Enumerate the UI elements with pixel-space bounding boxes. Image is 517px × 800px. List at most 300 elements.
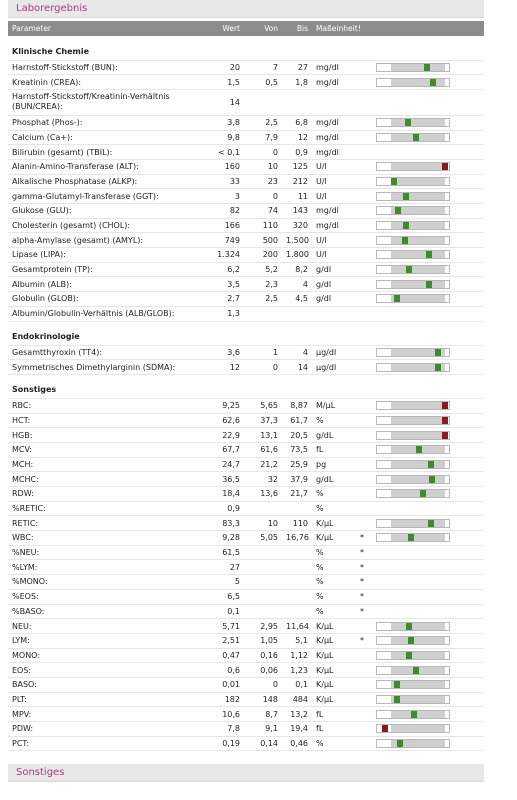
flag-marker — [354, 736, 372, 751]
range-to: 61,7 — [290, 415, 308, 425]
range-from: 500 — [262, 235, 278, 245]
flag-marker — [354, 722, 372, 737]
parameter-name: MCV: — [12, 445, 33, 455]
range-graph-cell — [372, 360, 484, 375]
flag-marker — [354, 619, 372, 634]
result-value: 749 — [224, 235, 240, 245]
unit: g/dl — [316, 279, 332, 289]
table-row[interactable] — [8, 145, 484, 160]
table-row[interactable] — [8, 442, 484, 457]
flag-marker — [354, 292, 372, 307]
range-to: 14 — [297, 362, 308, 372]
table-row[interactable] — [8, 277, 484, 292]
flag-marker: * — [360, 606, 364, 616]
col-header-to[interactable]: Bis — [282, 21, 312, 36]
parameter-name: Alanin-Amino-Transferase (ALT): — [12, 162, 139, 172]
value-marker — [426, 251, 432, 258]
range-to: 110 — [292, 518, 308, 528]
value-marker — [442, 417, 448, 424]
reference-range — [391, 251, 445, 258]
result-value: 2,7 — [227, 294, 240, 304]
parameter-name: MCHC: — [12, 474, 39, 484]
unit: fL — [316, 724, 324, 734]
parameter-name: PDW: — [12, 724, 34, 734]
range-bar — [376, 401, 450, 410]
unit: % — [316, 548, 324, 558]
table-row[interactable] — [8, 501, 484, 516]
unit: % — [316, 606, 324, 616]
range-from: 200 — [262, 250, 278, 260]
range-from: 5,05 — [260, 533, 278, 543]
table-row[interactable] — [8, 575, 484, 590]
parameter-name: LYM: — [12, 636, 30, 646]
range-to — [282, 306, 312, 321]
range-to — [282, 545, 312, 560]
range-to: 143 — [292, 206, 308, 216]
table-row[interactable] — [8, 130, 484, 145]
table-row[interactable] — [8, 428, 484, 443]
result-value: < 0,1 — [218, 147, 240, 157]
value-marker — [411, 711, 417, 718]
range-bar — [376, 666, 450, 675]
unit: % — [316, 739, 324, 749]
value-marker — [424, 64, 430, 71]
result-value: 1.324 — [217, 250, 240, 260]
result-value: 1,5 — [227, 77, 240, 87]
parameter-name: Symmetrisches Dimethylarginin (SDMA): — [12, 362, 176, 372]
range-graph-cell — [372, 560, 484, 575]
result-value: 18,4 — [222, 489, 240, 499]
parameter-name: MONO: — [12, 650, 41, 660]
range-from — [244, 575, 282, 590]
value-marker — [428, 461, 434, 468]
range-bar — [376, 162, 450, 171]
reference-range — [391, 222, 445, 229]
category-title: Klinische Chemie — [12, 46, 90, 56]
range-to: 27 — [297, 62, 308, 72]
range-graph-cell — [372, 663, 484, 678]
range-from: 5,65 — [260, 401, 278, 411]
range-to: 1,8 — [295, 77, 308, 87]
col-header-from[interactable]: Von — [244, 21, 282, 36]
parameter-name: Bilirubin (gesamt) (TBIL): — [12, 147, 113, 157]
table-row[interactable] — [8, 159, 484, 174]
unit: % — [316, 504, 324, 514]
value-marker — [397, 740, 403, 747]
range-bar — [376, 680, 450, 689]
range-bar — [376, 475, 450, 484]
range-to: 8,87 — [290, 401, 308, 411]
unit: M/µL — [316, 401, 336, 411]
result-value: 27 — [229, 562, 240, 572]
value-marker — [395, 207, 401, 214]
flag-marker — [354, 248, 372, 263]
flag-marker — [354, 677, 372, 692]
range-bar — [376, 118, 450, 127]
unit: K/µL — [316, 636, 334, 646]
result-value: 3,8 — [227, 118, 240, 128]
range-to: 4 — [302, 279, 308, 289]
range-from: 2,5 — [265, 294, 278, 304]
range-to — [282, 575, 312, 590]
table-row[interactable] — [8, 115, 484, 130]
result-value: 0,19 — [222, 739, 240, 749]
unit: % — [316, 577, 324, 587]
value-marker — [394, 295, 400, 302]
range-graph-cell — [372, 633, 484, 648]
parameter-name: RDW: — [12, 489, 34, 499]
table-row[interactable] — [8, 722, 484, 737]
range-to: 1,12 — [290, 650, 308, 660]
table-row[interactable] — [8, 218, 484, 233]
value-marker — [382, 725, 388, 732]
flag-marker — [354, 487, 372, 502]
range-to: 21,7 — [290, 489, 308, 499]
range-to: 4,5 — [295, 294, 308, 304]
flag-marker — [354, 692, 372, 707]
range-graph-cell — [372, 398, 484, 413]
range-graph-cell — [372, 115, 484, 130]
reference-range — [391, 711, 445, 718]
range-to — [282, 560, 312, 575]
range-from: 0,5 — [265, 77, 278, 87]
value-marker — [442, 163, 448, 170]
range-bar — [376, 133, 450, 142]
reference-range — [391, 476, 445, 483]
section-header-sonstiges[interactable]: Sonstiges — [8, 764, 484, 782]
table-row[interactable] — [8, 560, 484, 575]
range-to: 11 — [297, 191, 308, 201]
value-marker — [429, 476, 435, 483]
result-value: 67,7 — [222, 445, 240, 455]
range-from: 2,5 — [265, 118, 278, 128]
table-row[interactable] — [8, 633, 484, 648]
flag-marker: * — [360, 577, 364, 587]
range-to: 0,1 — [295, 680, 308, 690]
table-row[interactable] — [8, 677, 484, 692]
parameter-name: Alkalische Phosphatase (ALKP): — [12, 176, 138, 186]
flag-marker — [354, 457, 372, 472]
range-to: 20,5 — [290, 430, 308, 440]
category-row — [8, 36, 484, 60]
reference-range — [391, 237, 445, 244]
value-marker — [394, 696, 400, 703]
range-graph-cell — [372, 604, 484, 619]
unit: K/µL — [316, 694, 334, 704]
table-row[interactable] — [8, 360, 484, 375]
result-value: 20 — [229, 62, 240, 72]
value-marker — [406, 652, 412, 659]
range-graph-cell — [372, 442, 484, 457]
range-to: 212 — [292, 176, 308, 186]
range-from — [244, 501, 282, 516]
parameter-name: Globulin (GLOB): — [12, 294, 79, 304]
unit: K/µL — [316, 621, 334, 631]
range-to: 125 — [292, 162, 308, 172]
result-value: 160 — [224, 162, 240, 172]
range-from: 74 — [267, 206, 278, 216]
unit: g/dl — [316, 265, 332, 275]
range-from: 7 — [272, 62, 278, 72]
range-bar — [376, 206, 450, 215]
unit: % — [316, 592, 324, 602]
range-from — [244, 545, 282, 560]
result-value: 12 — [229, 362, 240, 372]
range-graph-cell — [372, 545, 484, 560]
range-from: 2,3 — [265, 279, 278, 289]
parameter-name: PLT: — [12, 694, 27, 704]
table-row[interactable] — [8, 345, 484, 360]
value-marker — [442, 432, 448, 439]
result-value: 5 — [234, 577, 240, 587]
parameter-name: EOS: — [12, 665, 32, 675]
range-graph-cell — [372, 262, 484, 277]
category-title: Sonstiges — [12, 384, 57, 394]
parameter-name: BASO: — [12, 680, 37, 690]
unit: U/l — [316, 250, 327, 260]
unit: mg/dl — [316, 221, 339, 231]
range-graph-cell — [372, 248, 484, 263]
flag-marker — [354, 442, 372, 457]
range-from: 23 — [267, 176, 278, 186]
unit: g/dL — [316, 430, 334, 440]
range-bar — [376, 724, 450, 733]
range-bar — [376, 177, 450, 186]
reference-range — [391, 178, 445, 185]
range-graph-cell — [372, 428, 484, 443]
flag-marker: * — [360, 548, 364, 558]
range-from: 13,6 — [260, 489, 278, 499]
table-row[interactable] — [8, 457, 484, 472]
flag-marker: * — [360, 636, 364, 646]
flag-marker — [354, 360, 372, 375]
unit: fL — [316, 445, 324, 455]
unit: U/l — [316, 191, 327, 201]
range-graph-cell — [372, 692, 484, 707]
parameter-name: Lipase (LIPA): — [12, 250, 66, 260]
unit: K/µL — [316, 533, 334, 543]
table-row[interactable] — [8, 692, 484, 707]
reference-range — [391, 534, 445, 541]
table-row[interactable] — [8, 398, 484, 413]
range-graph-cell — [372, 89, 484, 115]
section-header-laborergebnis[interactable]: Laborergebnis — [8, 0, 484, 18]
value-marker — [406, 266, 412, 273]
flag-marker — [354, 130, 372, 145]
value-marker — [435, 364, 441, 371]
table-row[interactable] — [8, 60, 484, 75]
range-from: 0,16 — [260, 650, 278, 660]
reference-range — [391, 461, 445, 468]
result-value: 0,9 — [227, 504, 240, 514]
result-value: 0,47 — [222, 650, 240, 660]
table-row[interactable] — [8, 306, 484, 321]
result-value: 0,6 — [227, 665, 240, 675]
unit: K/µL — [316, 680, 334, 690]
reference-range — [391, 193, 445, 200]
result-value: 7,8 — [227, 724, 240, 734]
table-row[interactable] — [8, 248, 484, 263]
parameter-name: MCH: — [12, 459, 34, 469]
parameter-name: %MONO: — [12, 577, 48, 587]
range-bar — [376, 651, 450, 660]
range-to: 25,9 — [290, 459, 308, 469]
result-value: 36,5 — [222, 474, 240, 484]
parameter-name: HCT: — [12, 415, 31, 425]
range-to: 1,23 — [290, 665, 308, 675]
table-row[interactable] — [8, 189, 484, 204]
reference-range — [391, 432, 445, 439]
value-marker — [435, 349, 441, 356]
flag-marker — [354, 218, 372, 233]
reference-range — [391, 725, 445, 732]
parameter-name: Albumin/Globulin-Verhältnis (ALB/GLOB): — [12, 309, 175, 319]
range-to: 37,9 — [290, 474, 308, 484]
range-from: 9,1 — [265, 724, 278, 734]
col-header-value[interactable]: Wert — [204, 21, 244, 36]
range-bar — [376, 221, 450, 230]
flag-marker — [354, 413, 372, 428]
range-graph-cell — [372, 60, 484, 75]
flag-marker — [354, 75, 372, 90]
range-from: 13,1 — [260, 430, 278, 440]
range-to: 1.500 — [286, 235, 309, 245]
range-bar — [376, 636, 450, 645]
col-header-unit[interactable]: Maßeinheit — [312, 21, 354, 36]
range-bar — [376, 250, 450, 259]
range-bar — [376, 78, 450, 87]
result-value: 9,8 — [227, 132, 240, 142]
table-row[interactable] — [8, 292, 484, 307]
range-graph-cell — [372, 707, 484, 722]
range-bar — [376, 280, 450, 289]
range-bar — [376, 416, 450, 425]
range-from: 8,7 — [265, 709, 278, 719]
unit — [312, 306, 354, 321]
reference-range — [391, 417, 445, 424]
parameter-name: Phosphat (Phos-): — [12, 118, 83, 128]
range-from — [244, 306, 282, 321]
result-value: 14 — [229, 97, 240, 107]
value-marker — [416, 446, 422, 453]
reference-range — [391, 490, 445, 497]
flag-marker — [354, 516, 372, 531]
flag-marker — [354, 204, 372, 219]
flag-marker — [354, 648, 372, 663]
value-marker — [413, 134, 419, 141]
table-row[interactable] — [8, 531, 484, 546]
unit: fL — [316, 709, 324, 719]
range-from: 21,2 — [260, 459, 278, 469]
reference-range — [391, 402, 445, 409]
table-row[interactable] — [8, 619, 484, 634]
result-value: 0,1 — [227, 606, 240, 616]
result-value: 3,6 — [227, 347, 240, 357]
table-row[interactable] — [8, 89, 484, 115]
range-bar — [376, 236, 450, 245]
range-graph-cell — [372, 277, 484, 292]
parameter-name: Harnstoff-Stickstoff (BUN): — [12, 62, 118, 72]
range-from: 0 — [272, 147, 278, 157]
range-from: 5,2 — [265, 265, 278, 275]
result-value: 6,2 — [227, 265, 240, 275]
unit: K/µL — [316, 650, 334, 660]
range-from — [244, 589, 282, 604]
table-row[interactable] — [8, 589, 484, 604]
flag-marker — [354, 663, 372, 678]
value-marker — [442, 402, 448, 409]
range-graph-cell — [372, 575, 484, 590]
parameter-name: %BASO: — [12, 606, 45, 616]
flag-marker — [354, 174, 372, 189]
range-bar — [376, 348, 450, 357]
unit: mg/dl — [316, 62, 339, 72]
result-value: 9,28 — [222, 533, 240, 543]
unit: mg/dl — [316, 132, 339, 142]
range-from: 7,9 — [265, 132, 278, 142]
result-value: 3,5 — [227, 279, 240, 289]
table-row[interactable] — [8, 174, 484, 189]
range-graph-cell — [372, 619, 484, 634]
flag-marker — [354, 345, 372, 360]
table-row[interactable] — [8, 663, 484, 678]
value-marker — [426, 281, 432, 288]
result-value: 3 — [234, 191, 240, 201]
col-header-flag: ! — [354, 21, 372, 36]
flag-marker: * — [360, 533, 364, 543]
range-to: 11,64 — [286, 621, 309, 631]
parameter-name: MPV: — [12, 709, 32, 719]
reference-range — [391, 637, 445, 644]
flag-marker — [354, 145, 372, 160]
table-row[interactable] — [8, 648, 484, 663]
table-row[interactable] — [8, 472, 484, 487]
table-row[interactable] — [8, 204, 484, 219]
table-row[interactable] — [8, 413, 484, 428]
flag-marker: * — [360, 592, 364, 602]
range-graph-cell — [372, 145, 484, 160]
unit: K/µL — [316, 518, 334, 528]
table-row[interactable] — [8, 262, 484, 277]
table-row[interactable] — [8, 545, 484, 560]
parameter-name: HGB: — [12, 430, 33, 440]
table-row[interactable] — [8, 707, 484, 722]
table-row[interactable] — [8, 233, 484, 248]
table-row[interactable] — [8, 604, 484, 619]
reference-range — [391, 163, 445, 170]
range-graph-cell — [372, 130, 484, 145]
value-marker — [402, 237, 408, 244]
reference-range — [391, 266, 445, 273]
col-header-parameter[interactable]: Parameter — [8, 21, 204, 36]
range-to: 0,46 — [290, 739, 308, 749]
range-from: 10 — [267, 518, 278, 528]
table-row[interactable] — [8, 516, 484, 531]
range-graph-cell — [372, 589, 484, 604]
range-to: 19,4 — [290, 724, 308, 734]
parameter-name: Cholesterin (gesamt) (CHOL): — [12, 221, 131, 231]
range-graph-cell — [372, 501, 484, 516]
result-value: 83,3 — [222, 518, 240, 528]
table-row[interactable] — [8, 75, 484, 90]
range-to: 12 — [297, 132, 308, 142]
table-row[interactable] — [8, 487, 484, 502]
range-bar — [376, 431, 450, 440]
range-graph-cell — [372, 413, 484, 428]
reference-range — [391, 623, 445, 630]
result-value: 10,6 — [222, 709, 240, 719]
table-row[interactable] — [8, 736, 484, 751]
